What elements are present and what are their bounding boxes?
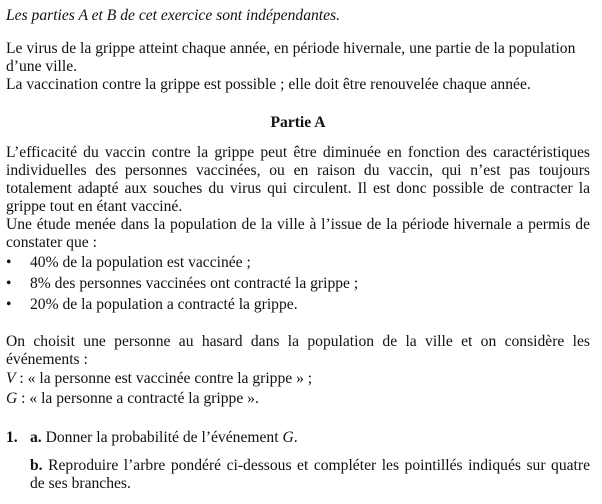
event-symbol-g: G [6, 390, 18, 407]
event-v-text: : « la personne est vaccinée contre la grippe » ; [15, 370, 313, 387]
intro-note: Les parties A et B de cet exercice sont indépendantes. [6, 7, 341, 24]
bullet-icon: • [6, 254, 12, 271]
subquestion-a-text: Donner la probabilité de l’événement [41, 429, 283, 446]
event-v [6, 369, 590, 389]
part-a-heading: Partie A [270, 114, 326, 131]
context-line-2: La vaccination contre la grippe est possible ; elle doit être renouvelée chaque année. [6, 76, 531, 93]
subquestion-b-label: b. [30, 457, 43, 474]
list-item-text: 8% des personnes vaccinées ont contracté la grippe ; [30, 275, 359, 292]
bullet-icon: • [6, 275, 12, 292]
study-results-list [6, 252, 590, 315]
list-item [6, 252, 590, 273]
choice-paragraph: On choisit une personne au hasard dans la population de la ville et on considère les événements : [6, 333, 590, 368]
list-item [6, 273, 590, 294]
study-paragraph: Une étude menée dans la population de la ville à l’issue de la période hivernale a permis de constater que : [6, 216, 590, 251]
subquestion-a-symbol: G [282, 429, 294, 446]
events-block [6, 333, 590, 409]
subquestion-a-label: a. [30, 429, 42, 446]
list-item-text: 40% de la population est vaccinée ; [30, 254, 251, 271]
event-g [6, 389, 590, 409]
event-symbol-v: V [6, 370, 16, 387]
list-item [6, 294, 590, 315]
context-line-1: Le virus de la grippe atteint chaque année, en période hivernale, une partie de la population d’une ville. [6, 40, 576, 75]
exercise-page [6, 1, 590, 493]
event-g-text: : « la personne a contracté la grippe ». [17, 390, 259, 407]
context-block [6, 40, 590, 94]
efficacy-paragraph: L’efficacité du vaccin contre la grippe peut être diminuée en fonction des caractéristiques individuelles des personnes vaccinées, ou en raison du vaccin, qui n’est pas toujours totalement adapté aux souches du virus qui circulent. Il est donc possible de contracter la grippe tout en étant vacciné. [6, 144, 590, 215]
question-number: 1. [6, 429, 18, 446]
question-1a [6, 429, 590, 447]
question-1b [6, 457, 590, 493]
bullet-icon: • [6, 296, 12, 313]
subquestion-a-end: . [293, 429, 298, 446]
subquestion-b-text: Reproduire l’arbre pondéré ci-dessous et compléter les pointillés indiqués sur quatre de ses branches. [30, 457, 590, 492]
list-item-text: 20% de la population a contracté la grippe. [30, 296, 298, 313]
